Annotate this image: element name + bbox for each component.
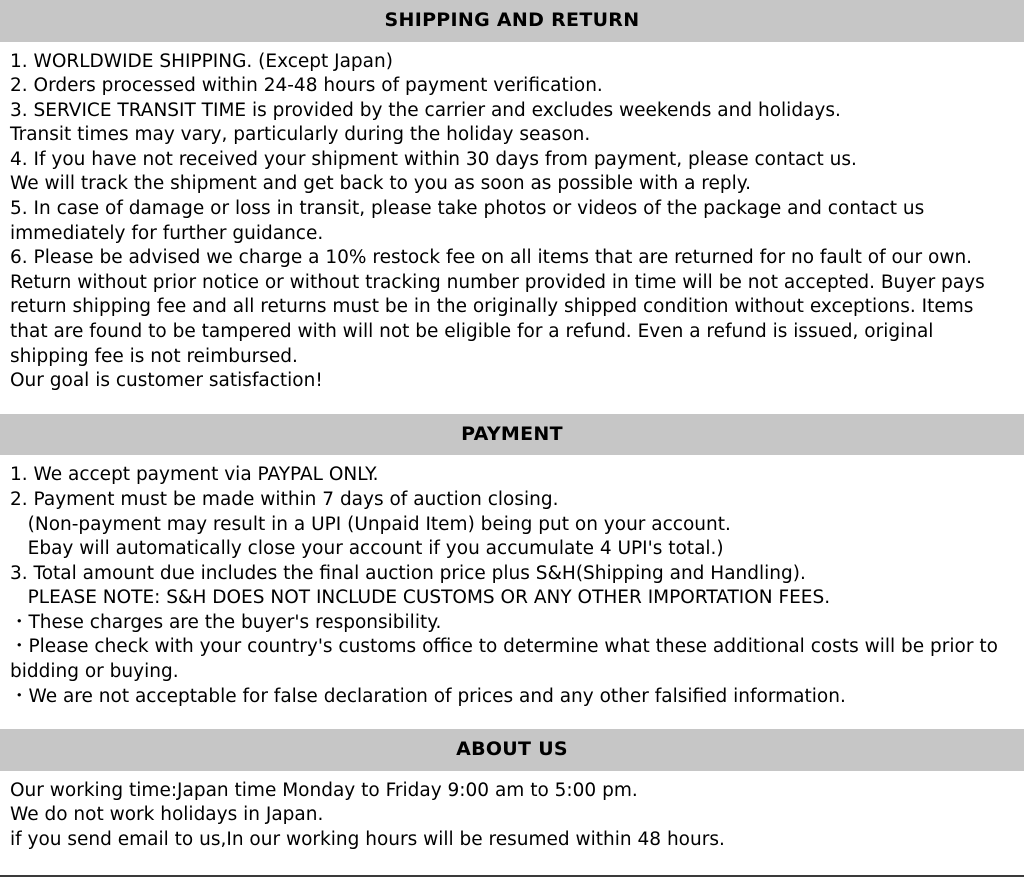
policy-line: 1. We accept payment via PAYPAL ONLY. bbox=[10, 464, 379, 486]
policy-line: 1. WORLDWIDE SHIPPING. (Except Japan) bbox=[10, 50, 393, 72]
policy-line: ・Please check with your country's customs office to determine what these additional costs will be prior to bidding or buying. bbox=[10, 636, 1004, 683]
policy-line: Our goal is customer satisfaction! bbox=[10, 370, 323, 392]
policy-line: We will track the shipment and get back to you as soon as possible with a reply. bbox=[10, 173, 751, 195]
policy-line: 3. SERVICE TRANSIT TIME is provided by the carrier and excludes weekends and holidays. bbox=[10, 99, 841, 121]
section-header-about-us: ABOUT US bbox=[0, 729, 1024, 771]
section-about-us bbox=[0, 729, 1024, 862]
policy-line: We do not work holidays in Japan. bbox=[10, 804, 324, 826]
section-gap bbox=[0, 404, 1024, 414]
section-body-payment bbox=[0, 455, 1024, 719]
section-shipping-and-return bbox=[0, 0, 1024, 404]
section-body-shipping bbox=[0, 42, 1024, 404]
policy-line: (Non-payment may result in a UPI (Unpaid Item) being put on your account. bbox=[10, 513, 731, 535]
policy-line: ・These charges are the buyer's responsibility. bbox=[10, 611, 442, 633]
section-payment bbox=[0, 414, 1024, 719]
policy-line: 4. If you have not received your shipment within 30 days from payment, please contact us. bbox=[10, 148, 857, 170]
section-body-about-us bbox=[0, 771, 1024, 863]
bottom-divider bbox=[0, 875, 1024, 877]
policy-line: ・We are not acceptable for false declaration of prices and any other falsified information. bbox=[10, 685, 846, 707]
policy-line: Ebay will automatically close your account if you accumulate 4 UPI's total.) bbox=[10, 538, 724, 560]
policy-line: PLEASE NOTE: S&H DOES NOT INCLUDE CUSTOMS OR ANY OTHER IMPORTATION FEES. bbox=[10, 587, 831, 609]
policy-line: 2. Orders processed within 24-48 hours of payment verification. bbox=[10, 75, 603, 97]
policy-line: if you send email to us,In our working hours will be resumed within 48 hours. bbox=[10, 828, 725, 850]
policy-line: Transit times may vary, particularly during the holiday season. bbox=[10, 124, 591, 146]
policy-line: 3. Total amount due includes the final auction price plus S&H(Shipping and Handling). bbox=[10, 562, 806, 584]
section-header-shipping: SHIPPING AND RETURN bbox=[0, 0, 1024, 42]
policy-line: Our working time:Japan time Monday to Friday 9:00 am to 5:00 pm. bbox=[10, 779, 638, 801]
section-header-payment: PAYMENT bbox=[0, 414, 1024, 456]
policy-line: 5. In case of damage or loss in transit, please take photos or videos of the package and contact us immediately for further guidance. bbox=[10, 198, 931, 244]
policy-line: 2. Payment must be made within 7 days of auction closing. bbox=[10, 488, 559, 510]
policy-line: 6. Please be advised we charge a 10% restock fee on all items that are returned for no fault of our own. Return without prior notice or without tracking number provided in time will be not accepted. Buyer pays return shipping fee and all returns must be in the originally shipped condition without exceptions. Items that are found to be tampered with will not be eligible for a refund. Even a refund is issued, original shipping fee is not reimbursed. bbox=[10, 247, 991, 367]
section-gap bbox=[0, 719, 1024, 729]
